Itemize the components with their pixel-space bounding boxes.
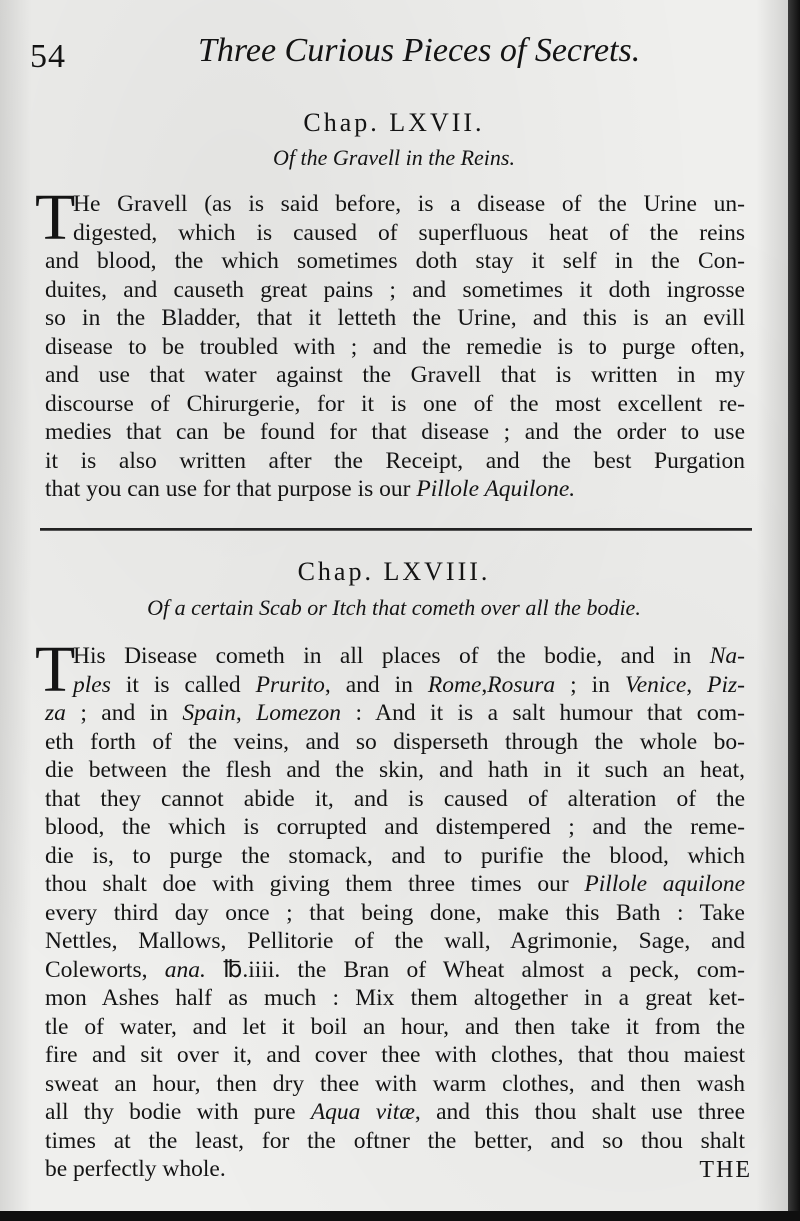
- italic-run: Lomezon: [256, 700, 342, 726]
- running-title: Three Curious Pieces of Secrets.: [198, 32, 641, 69]
- text-run: Nettles, Mallows, Pellitorie of the wall, Agrimonie, Sage, and: [45, 928, 745, 954]
- text-run: His Disease cometh in all places of the bodie, and in: [73, 643, 710, 669]
- page-bottom-shadow: [0, 1211, 800, 1221]
- text-run: ; and in: [65, 700, 183, 726]
- text-line: [45, 190, 745, 219]
- italic-run: Pillole Aquilone.: [416, 476, 576, 502]
- text-line: [45, 728, 745, 757]
- text-line: [45, 475, 745, 504]
- text-run: mon Ashes half as much : Mix them altogether in a great ket-: [45, 985, 745, 1011]
- text-line: [45, 870, 745, 899]
- text-run: : And it is a salt humour that com-: [341, 700, 745, 726]
- text-run: ; in: [555, 671, 625, 698]
- text-line: [45, 304, 745, 333]
- text-line: [45, 927, 745, 956]
- italic-run: Pillole aquilone: [584, 871, 746, 897]
- text-run: and use that water against the Gravell that is written in my: [45, 362, 745, 388]
- text-line: [45, 1155, 745, 1184]
- italic-run: Piz-: [707, 671, 745, 698]
- text-line: [45, 219, 745, 248]
- text-run: fire and sit over it, and cover thee with clothes, that thou maiest: [45, 1042, 745, 1068]
- text-line: [45, 1070, 745, 1099]
- text-line: [45, 813, 745, 842]
- text-run: Coleworts,: [45, 956, 165, 983]
- italic-run: Na-: [709, 643, 745, 669]
- chapter-68-title: Of a certain Scab or Itch that cometh over all the bodie.: [147, 595, 641, 620]
- text-line: [45, 956, 745, 985]
- text-run: ℔.iiii. the Bran of Wheat almost a peck, com-: [205, 956, 745, 983]
- text-run: that they cannot abide it, and is caused of alteration of the: [45, 785, 745, 812]
- page-number: 54: [30, 38, 66, 75]
- text-run: die between the flesh and the skin, and hath in it such an heat,: [45, 757, 745, 783]
- text-run: duites, and causeth great pains ; and sometimes it doth ingrosse: [45, 276, 745, 303]
- text-run: thou shalt doe with giving them three times our: [45, 871, 585, 897]
- drop-cap: T: [35, 181, 76, 254]
- drop-cap: T: [35, 633, 76, 706]
- text-run: blood, the which is corrupted and distempered ; and the reme-: [45, 814, 745, 840]
- text-run: ,: [235, 700, 257, 726]
- text-line: [45, 699, 745, 728]
- text-line: [45, 899, 745, 928]
- text-run: disease to be troubled with ; and the remedie is to purge often,: [45, 333, 745, 360]
- text-run: , and in: [324, 671, 428, 698]
- text-run: sweat an hour, then dry thee with warm clothes, and then wash: [45, 1070, 745, 1097]
- section-divider: [40, 528, 752, 531]
- italic-run: Venice: [624, 671, 687, 698]
- italic-run: Rome: [427, 671, 482, 698]
- italic-run: Spain: [182, 700, 236, 726]
- catchword: THE: [699, 1157, 752, 1183]
- text-line: [45, 642, 745, 671]
- text-run: He Gravell (as is said before, is a disease of the Urine un-: [73, 191, 745, 217]
- text-line: [45, 447, 745, 476]
- text-line: [45, 1013, 745, 1042]
- text-line: [45, 671, 745, 700]
- italic-run: Rosura: [487, 671, 556, 698]
- page-edge-shadow: [788, 0, 800, 1221]
- chapter-68-body: [35, 633, 746, 1184]
- text-line: [45, 418, 745, 447]
- italic-run: ples: [73, 671, 111, 698]
- text-line: [45, 842, 745, 871]
- italic-run: Prurito: [255, 671, 325, 698]
- text-run: that you can use for that purpose is our: [45, 476, 417, 502]
- text-line: [45, 1098, 745, 1127]
- italic-run: Aqua vitæ: [310, 1099, 415, 1125]
- page-header: [30, 26, 750, 76]
- text-run: digested, which is caused of superfluous heat of the reins: [73, 219, 745, 246]
- text-run: it is also written after the Receipt, and the best Purgation: [45, 447, 745, 474]
- text-line: [45, 333, 745, 362]
- text-run: it is called: [110, 671, 256, 698]
- text-run: tle of water, and let it boil an hour, and then take it from the: [45, 1013, 745, 1040]
- italic-run: za: [45, 700, 66, 726]
- text-line: [45, 756, 745, 785]
- text-run: so in the Bladder, that it letteth the Urine, and this is an evill: [45, 305, 745, 331]
- text-run: every third day once ; that being done, make this Bath : Take: [45, 899, 745, 926]
- text-run: discourse of Chirurgerie, for it is one of the most excellent re-: [45, 390, 745, 417]
- text-run: , and this thou shalt use three: [414, 1099, 746, 1125]
- text-line: [45, 361, 745, 390]
- text-line: [45, 276, 745, 305]
- text-run: and blood, the which sometimes doth stay it self in the Con-: [45, 248, 745, 274]
- chapter-68-heading: Chap. LXVIII.: [297, 557, 491, 586]
- text-run: ,: [686, 671, 708, 698]
- text-run: eth forth of the veins, and so disperseth through the whole bo-: [45, 728, 745, 755]
- chapter-67-body: [35, 181, 745, 504]
- text-line: [45, 247, 745, 276]
- italic-run: ana.: [164, 956, 206, 983]
- chapter-67-heading: Chap. LXVII.: [303, 108, 485, 137]
- text-line: [45, 785, 745, 814]
- text-line: [45, 984, 745, 1013]
- text-run: all thy bodie with pure: [45, 1099, 311, 1125]
- text-line: [45, 1127, 745, 1156]
- text-line: [45, 390, 745, 419]
- text-line: [45, 1041, 745, 1070]
- text-run: times at the least, for the oftner the better, and so thou shalt: [45, 1127, 745, 1154]
- chapter-67-title: Of the Gravell in the Reins.: [273, 145, 515, 170]
- text-run: be perfectly whole.: [45, 1156, 226, 1182]
- text-run: die is, to purge the stomack, and to purifie the blood, which: [45, 842, 745, 869]
- text-run: ,: [481, 671, 488, 698]
- text-run: medies that can be found for that disease ; and the order to use: [45, 419, 745, 445]
